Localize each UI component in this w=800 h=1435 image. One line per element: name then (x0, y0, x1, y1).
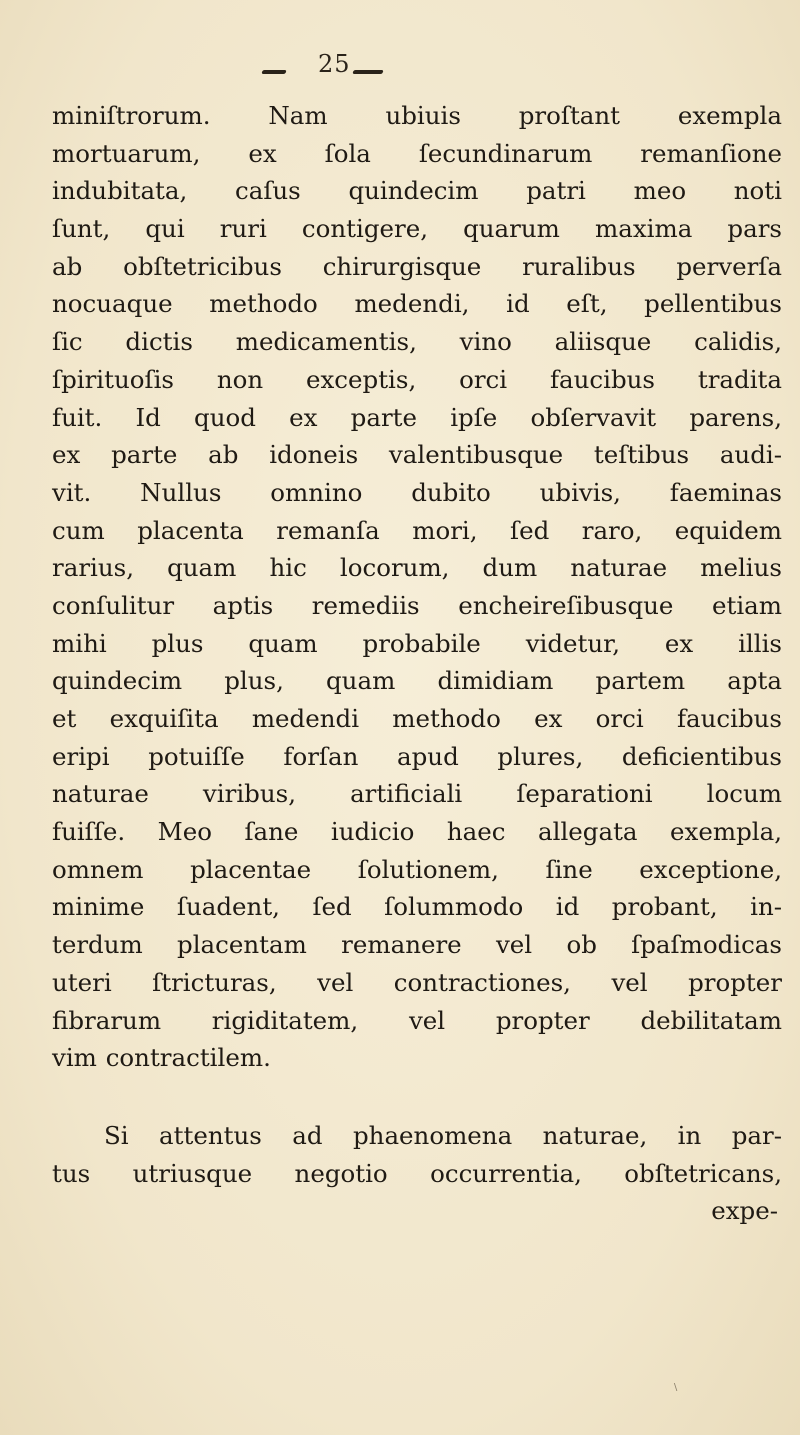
text-line: minime ſuadent, ſed ſolummodo id probant, in- (52, 892, 782, 922)
text-line: fibrarum rigiditatem, vel propter debilitatam (52, 1005, 782, 1035)
paragraph-1 (52, 97, 782, 1077)
catchword: expe- (711, 1196, 778, 1226)
text-line: quindecim plus, quam dimidiam partem apta (52, 666, 782, 696)
text-line: et exquiſita medendi methodo ex orci faucibus (52, 704, 782, 733)
text-line: conſulitur aptis remediis encheireſibusque etiam (52, 590, 782, 620)
text-line: nocuaque methodo medendi, id eſt, pellentibus (52, 289, 782, 319)
text-line: mihi plus quam probabile videtur, ex illis (52, 628, 782, 658)
text-line: rarius, quam hic locorum, dum naturae melius (52, 553, 782, 583)
text-line: ſpirituoſis non exceptis, orci faucibus tradita (52, 364, 782, 394)
text-line: vit. Nullus omnino dubito ubivis, faeminas (52, 477, 782, 507)
text-line: omnem placentae ſolutionem, ſine exceptione, (52, 854, 782, 884)
text-line: naturae viribus, artificiali ſeparationi locum (52, 779, 782, 809)
page-number: 25 (318, 50, 351, 78)
text-line: ſunt, qui ruri contigere, quarum maxima pars (52, 214, 782, 244)
text-line: terdum placentam remanere vel ob ſpaſmodicas (52, 930, 782, 960)
text-line: vim contractilem. (52, 1043, 271, 1073)
paragraph-gap (52, 1077, 782, 1117)
text-line: uteri ſtricturas, vel contractiones, vel propter (52, 967, 782, 997)
text-line: fuiſſe. Meo ſane iudicio haec allegata exempla, (52, 817, 782, 847)
text-line: ſic dictis medicamentis, vino aliisque calidis, (52, 327, 782, 357)
right-ornament (352, 70, 383, 74)
paper-mark: ∖ (672, 1383, 679, 1394)
text-line: Si attentus ad phaenomena naturae, in par- (104, 1120, 782, 1150)
left-ornament (261, 70, 286, 74)
text-line: fuit. Id quod ex parte ipſe obſervavit parens, (52, 402, 782, 432)
page-header (0, 48, 800, 88)
body-text (52, 97, 782, 1230)
text-line: cum placenta remanſa mori, ſed raro, equidem (52, 515, 782, 545)
text-line: ex parte ab idoneis valentibusque teſtibus audi- (52, 440, 782, 470)
text-line: tus utriusque negotio occurrentia, obſtetricans, (52, 1158, 782, 1188)
paragraph-2 (52, 1117, 782, 1192)
text-line: ab obſtetricibus chirurgisque ruralibus perverſa (52, 251, 782, 281)
text-line: miniſtrorum. Nam ubiuis proſtant exempla (52, 101, 782, 130)
text-line: indubitata, caſus quindecim patri meo noti (52, 176, 782, 206)
text-line: mortuarum, ex ſola ſecundinarum remanſione (52, 138, 782, 168)
text-line: eripi potuiſſe forſan apud plures, deficientibus (52, 741, 782, 771)
